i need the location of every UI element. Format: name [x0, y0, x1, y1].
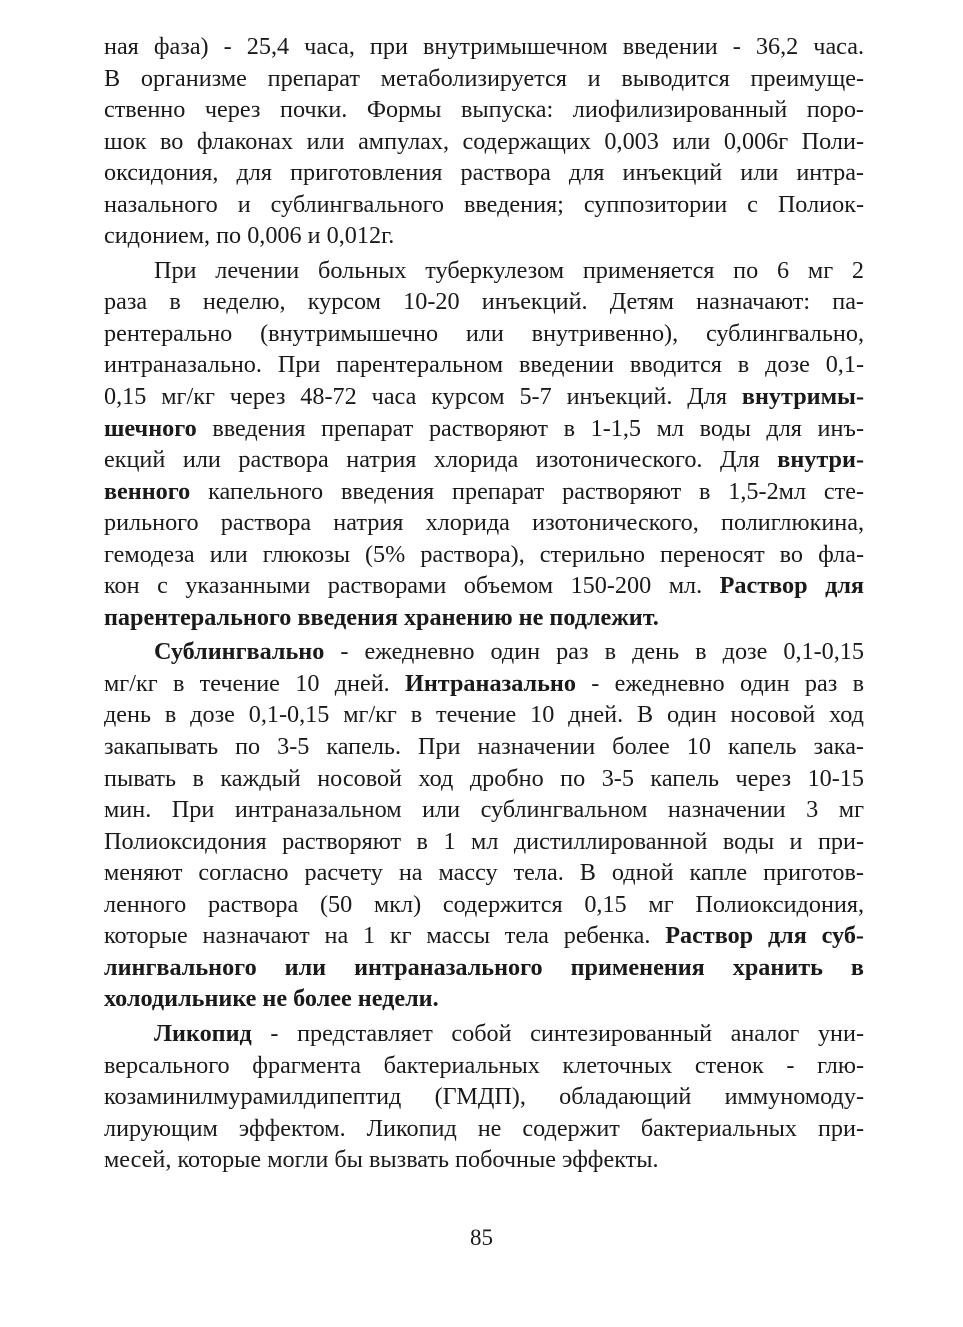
text-run: - представляет собой синтезированный аналог уни-	[251, 1019, 864, 1047]
bold-text-run: Сублингвально	[154, 638, 325, 666]
text-run: месей, которые могли бы вызвать побочные эффекты.	[104, 1146, 659, 1174]
text-line	[104, 349, 864, 381]
text-line	[104, 602, 864, 634]
text-run: сидонием, по 0,006 и 0,012г.	[104, 222, 395, 250]
bold-text-run: шечного	[104, 414, 197, 442]
text-line	[104, 983, 864, 1015]
text-line	[104, 189, 864, 221]
text-line	[104, 413, 864, 445]
text-run: мг/кг в течение 10 дней.	[104, 669, 406, 697]
text-line	[104, 699, 864, 731]
bold-text-run: парентерального введения хранению не подлежит.	[104, 603, 659, 631]
text-run: которые назначают на 1 кг массы тела ребенка.	[104, 922, 666, 950]
text-line	[104, 507, 864, 539]
text-line	[104, 889, 864, 921]
text-run: меняют согласно расчету на массу тела. В одной капле приготов-	[104, 859, 864, 887]
text-line	[104, 31, 864, 63]
text-run: екций или раствора натрия хлорида изотонического. Для	[104, 446, 778, 474]
text-run: рильного раствора натрия хлорида изотонического, полиглюкина,	[104, 509, 864, 537]
text-run: ственно через почки. Формы выпуска: лиофилизированный поро-	[104, 96, 864, 124]
text-run: раза в неделю, курсом 10-20 инъекций. Детям назначают: па-	[104, 288, 864, 316]
bold-text-run: Интраназально	[405, 669, 576, 697]
text-line	[104, 826, 864, 858]
text-line	[104, 220, 864, 252]
text-run: 0,15 мг/кг через 48-72 часа курсом 5-7 инъекций. Для	[104, 383, 742, 411]
text-run: - ежедневно один раз в	[575, 669, 864, 697]
text-line	[104, 794, 864, 826]
text-run: ленного раствора (50 мкл) содержится 0,15 мг Полиоксидония,	[104, 890, 864, 918]
text-line	[104, 94, 864, 126]
body-text	[104, 31, 864, 1176]
text-run: кон с указанными растворами объемом 150-200 мл.	[104, 572, 720, 600]
text-run: лирующим эффектом. Ликопид не содержит бактериальных при-	[104, 1114, 864, 1142]
text-line	[104, 444, 864, 476]
text-line	[104, 126, 864, 158]
text-line	[104, 1113, 864, 1145]
text-line	[104, 539, 864, 571]
text-run: введения препарат растворяют в 1-1,5 мл воды для инъ-	[196, 414, 864, 442]
text-line	[104, 381, 864, 413]
text-run: оксидония, для приготовления раствора для инъекций или интра-	[104, 159, 864, 187]
text-line	[104, 63, 864, 95]
bold-text-run: лингвального или интраназального применения хранить в	[104, 953, 864, 981]
text-run: - ежедневно один раз в день в дозе 0,1-0,15	[324, 638, 864, 666]
text-run: закапывать по 3-5 капель. При назначении более 10 капель зака-	[104, 733, 864, 761]
text-line	[104, 763, 864, 795]
text-run: козаминилмурамилдипептид (ГМДП), обладающий иммуномоду-	[104, 1083, 864, 1111]
text-line	[104, 570, 864, 602]
text-run: рентерально (внутримышечно или внутривенно), сублингвально,	[104, 319, 864, 347]
text-line	[104, 636, 864, 668]
text-run: гемодеза или глюкозы (5% раствора), стерильно переносят во фла-	[104, 540, 864, 568]
text-line	[104, 1050, 864, 1082]
bold-text-run: Раствор для	[719, 572, 864, 600]
text-run: ная фаза) - 25,4 часа, при внутримышечном введении - 36,2 часа.	[104, 33, 864, 60]
text-line	[104, 1081, 864, 1113]
text-line	[104, 952, 864, 984]
text-line	[104, 1144, 864, 1176]
text-run: В организме препарат метаболизируется и выводится преимуще-	[104, 64, 864, 92]
text-line	[104, 731, 864, 763]
text-line	[104, 857, 864, 889]
text-run: капельного введения препарат растворяют в 1,5-2мл сте-	[190, 477, 864, 505]
text-line	[104, 286, 864, 318]
text-run: мин. При интраназальном или сублингвальном назначении 3 мг	[104, 796, 864, 824]
bold-text-run: внутри-	[777, 446, 864, 474]
text-line	[104, 318, 864, 350]
text-run: день в дозе 0,1-0,15 мг/кг в течение 10 дней. В один носовой ход	[104, 701, 864, 729]
bold-text-run: внутримы-	[741, 383, 864, 411]
text-run: пывать в каждый носовой ход дробно по 3-5 капель через 10-15	[104, 764, 864, 792]
text-run: При лечении больных туберкулезом применяется по 6 мг 2	[154, 256, 864, 284]
text-run: Полиоксидония растворяют в 1 мл дистиллированной воды и при-	[104, 827, 864, 855]
bold-text-run: венного	[104, 477, 191, 505]
bold-text-run: Ликопид	[154, 1019, 252, 1047]
text-line	[104, 668, 864, 700]
bold-text-run: холодильнике не более недели.	[104, 985, 439, 1013]
text-line	[104, 157, 864, 189]
bold-text-run: Раствор для суб-	[665, 922, 864, 950]
text-line	[104, 920, 864, 952]
text-run: версального фрагмента бактериальных клеточных стенок - глю-	[104, 1051, 864, 1079]
page-number: 85	[470, 1225, 493, 1250]
text-line	[104, 476, 864, 508]
text-run: шок во флаконах или ампулах, содержащих 0,003 или 0,006г Поли-	[104, 127, 864, 155]
text-run: назального и сублингвального введения; суппозитории с Полиок-	[104, 190, 864, 218]
text-line	[104, 255, 864, 287]
text-line	[104, 1018, 864, 1050]
text-run: интраназально. При парентеральном введении вводится в дозе 0,1-	[104, 351, 864, 379]
